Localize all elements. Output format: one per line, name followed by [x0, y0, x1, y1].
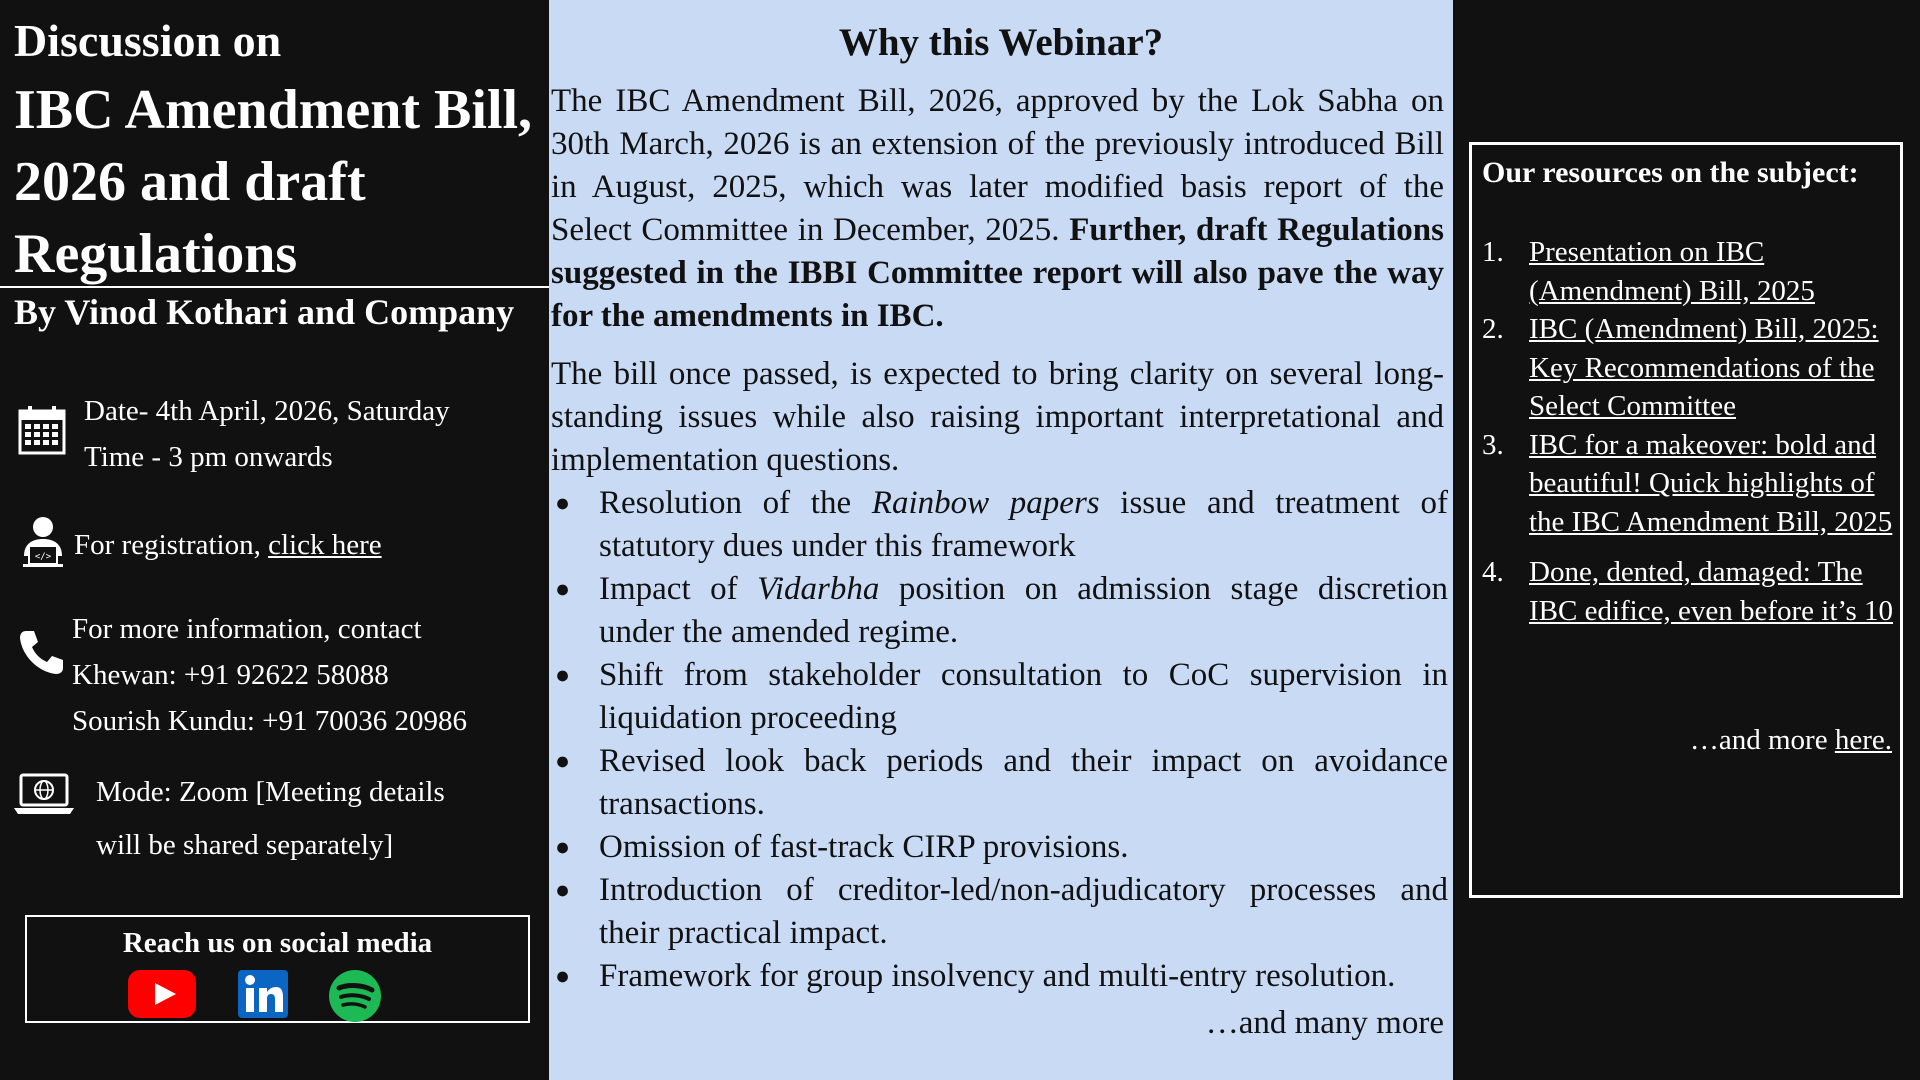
social-media-box: [25, 915, 530, 1023]
more-here-link[interactable]: here.: [1834, 724, 1892, 756]
mode-line-2: will be shared separately]: [96, 829, 394, 861]
intro-text: The IBC Amendment Bill, 2026, approved by the Lok Sabha on 30th March, 2026 is an extension of the previously introduced Bill in August, 2025, which was later modified basis report of the Select Committee in December, 2025.: [551, 83, 1444, 248]
and-many-more: …and many more: [1205, 1005, 1444, 1041]
user-laptop-icon: [20, 516, 66, 568]
list-item: ● Framework for group insolvency and multi-entry resolution.: [551, 955, 1448, 998]
intro-paragraph: [551, 80, 1444, 338]
contact-heading: For more information, contact: [72, 613, 422, 645]
resource-item: 1. Presentation on IBC (Amendment) Bill, 2025: [1482, 236, 1815, 307]
bill-paragraph: The bill once passed, is expected to bring clarity on several long-standing issues while also raising important interpretational and implementation questions.: [551, 356, 1444, 478]
list-item: ● Impact of Vidarbha position on admission stage discretion under the amended regime.: [551, 568, 1448, 654]
registration-line: [74, 522, 382, 568]
resource-item: 4. Done, dented, damaged: The IBC edifice, even before it’s 10: [1482, 556, 1893, 627]
list-item: ● Omission of fast-track CIRP provisions.: [551, 826, 1448, 869]
contact-sourish: Sourish Kundu: +91 70036 20986: [72, 705, 467, 737]
discussion-label: Discussion on: [14, 15, 282, 66]
resource-link[interactable]: IBC for a makeover: bold and beautiful! Quick highlights of the IBC Amendment Bill, 2025: [1529, 428, 1893, 538]
resource-item: 3. IBC for a makeover: bold and beautiful! Quick highlights of the IBC Amendment Bill, 2025: [1482, 428, 1893, 538]
social-title: Reach us on social media: [122, 927, 433, 959]
registration-label: For registration,: [74, 529, 269, 561]
and-more-line: [1690, 721, 1892, 759]
calendar-icon: [18, 405, 66, 455]
why-webinar-heading: Why this Webinar?: [838, 21, 1164, 64]
laptop-globe-icon: [12, 772, 76, 816]
left-panel: [0, 0, 549, 1080]
resource-link[interactable]: Presentation on IBC (Amendment) Bill, 2025: [1529, 236, 1815, 307]
list-item: ● Shift from stakeholder consultation to CoC supervision in liquidation proceeding: [551, 654, 1448, 740]
byline: By Vinod Kothari and Company: [14, 292, 515, 332]
mode-line-1: Mode: Zoom [Meeting details: [96, 776, 445, 808]
webinar-description-panel: [549, 0, 1453, 1080]
youtube-icon[interactable]: [127, 969, 197, 1019]
resources-title: Our resources on the subject:: [1482, 156, 1859, 189]
time-line: Time - 3 pm onwards: [84, 441, 333, 473]
date-line: Date- 4th April, 2026, Saturday: [84, 395, 450, 427]
and-more-label: …and more: [1689, 724, 1835, 756]
resources-box: [1469, 142, 1903, 898]
page-title: IBC Amendment Bill, 2026 and draft Regulations: [14, 79, 533, 285]
svg-text:</>: </>: [34, 552, 52, 562]
list-item: ● Introduction of creditor-led/non-adjudicatory processes and their practical impact.: [551, 869, 1448, 955]
divider: [0, 286, 549, 288]
resource-link[interactable]: Done, dented, damaged: The IBC edifice, even before it’s 10: [1529, 556, 1893, 627]
spotify-icon[interactable]: [327, 969, 383, 1023]
resource-item: 2. IBC (Amendment) Bill, 2025: Key Recommendations of the Select Committee: [1482, 313, 1879, 422]
phone-icon: [18, 628, 66, 676]
resource-link[interactable]: IBC (Amendment) Bill, 2025: Key Recommendations of the Select Committee: [1529, 313, 1879, 422]
list-item: ● Resolution of the Rainbow papers issue and treatment of statutory dues under this framework: [551, 482, 1448, 568]
registration-link[interactable]: click here: [268, 529, 382, 561]
linkedin-icon[interactable]: [237, 969, 289, 1019]
topics-list: [551, 482, 1448, 998]
resources-list: [1482, 233, 1896, 630]
list-item: ● Revised look back periods and their impact on avoidance transactions.: [551, 740, 1448, 826]
contact-khewan: Khewan: +91 92622 58088: [72, 659, 389, 691]
intro-bold-text: Further, draft Regulations suggested in the IBBI Committee report will also pave the way for the amendments in IBC.: [551, 212, 1444, 334]
